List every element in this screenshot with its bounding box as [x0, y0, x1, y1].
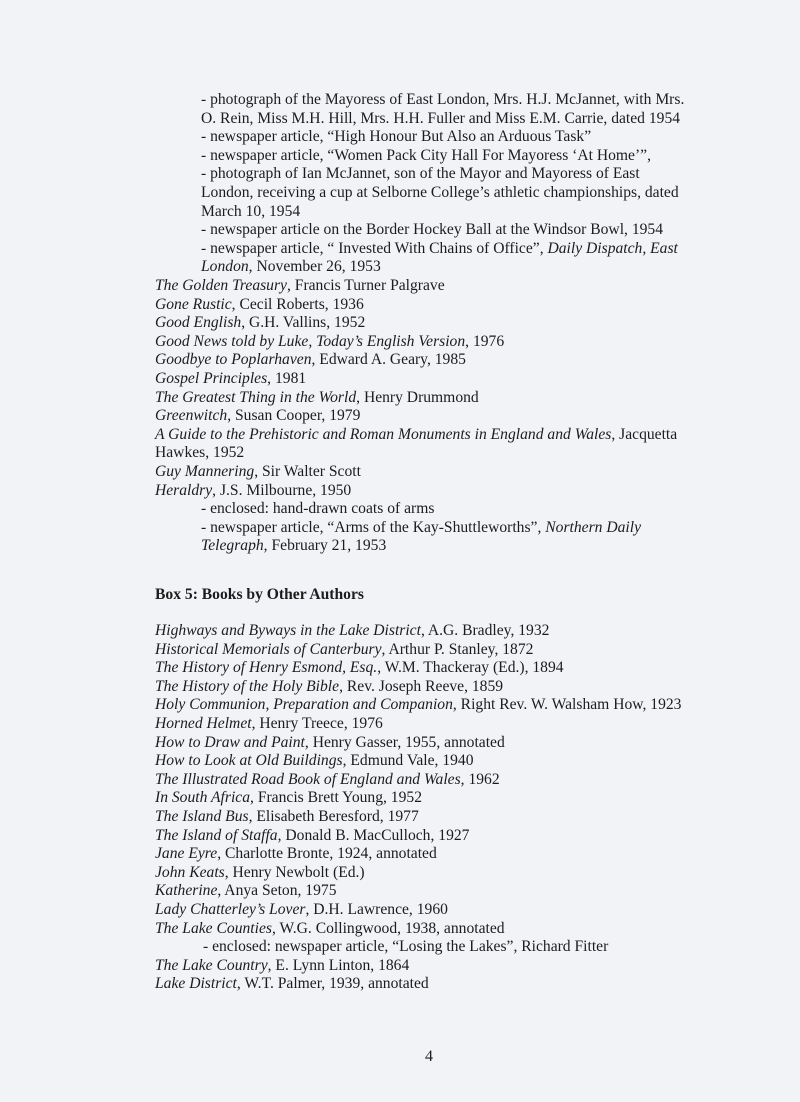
list-item	[201, 221, 663, 239]
entry-details: , Right Rev. W. Walsham How, 1923	[452, 696, 682, 714]
entry-details: , Cecil Roberts, 1936	[231, 295, 364, 313]
list-item	[201, 500, 434, 518]
entry-details: , J.S. Milbourne, 1950	[212, 481, 352, 499]
list-item	[201, 110, 680, 128]
entry-title: Lake District	[155, 975, 237, 993]
entry-details: - enclosed: newspaper article, “Losing the Lakes”, Richard Fitter	[203, 938, 609, 956]
entry-details: , 1981	[267, 370, 307, 387]
entry-details: , Henry Newbolt (Ed.)	[224, 863, 365, 881]
entry-title: John Keats	[155, 863, 225, 881]
entry-details: , Edward A. Geary, 1985	[311, 351, 466, 369]
list-item	[155, 426, 677, 444]
entry-title: The Illustrated Road Book of England and Wales	[155, 770, 461, 788]
entry-title: Gone Rustic	[155, 295, 232, 313]
list-item	[201, 184, 679, 202]
list-item	[155, 389, 479, 407]
list-item	[201, 537, 386, 555]
list-item	[155, 845, 437, 863]
entry-title: Gospel Principles	[155, 370, 268, 387]
entry-details: O. Rein, Miss M.H. Hill, Mrs. H.H. Fuller and Miss E.M. Carrie, dated 1954	[201, 109, 681, 127]
list-item	[155, 622, 549, 640]
list-item	[155, 351, 466, 369]
entry-details: - newspaper article, “High Honour But Also an Arduous Task”	[201, 128, 592, 146]
list-item	[155, 901, 448, 919]
entry-details: , Elisabeth Beresford, 1977	[248, 808, 419, 825]
entry-title: Jane Eyre	[155, 845, 218, 863]
entry-details: , G.H. Vallins, 1952	[241, 314, 366, 332]
entry-title: Historical Memorials of Canterbury	[155, 640, 382, 658]
list-item	[201, 147, 651, 165]
entry-details: - photograph of Ian McJannet, son of the Mayor and Mayoress of East	[201, 165, 640, 183]
list-item	[155, 482, 351, 500]
entry-details: , Henry Treece, 1976	[251, 715, 383, 732]
list-item	[203, 938, 608, 956]
list-item	[155, 715, 383, 733]
entry-title: Good News told by Luke, Today’s English Version	[155, 332, 466, 350]
entry-title: Guy Mannering	[155, 463, 255, 480]
entry-details: , A.G. Bradley, 1932	[420, 622, 550, 639]
entry-title: Katherine	[155, 882, 218, 900]
list-item	[201, 128, 591, 146]
entry-text: - newspaper article, “Arms of the Kay-Shuttleworths”,	[201, 518, 546, 536]
entry-title: The Greatest Thing in the World	[155, 388, 357, 406]
list-item	[155, 641, 533, 659]
entry-details: , Charlotte Bronte, 1924, annotated	[217, 845, 437, 863]
entry-title: Highways and Byways in the Lake District	[155, 622, 421, 639]
entry-details: , February 21, 1953	[263, 537, 387, 555]
entry-details: , W.G. Collingwood, 1938, annotated	[271, 919, 505, 937]
page-number: 4	[425, 1048, 433, 1065]
list-item	[155, 678, 503, 696]
entry-title: Goodbye to Poplarhaven	[155, 351, 312, 369]
entry-details: , Francis Turner Palgrave	[286, 277, 445, 294]
entry-details: , W.M. Thackeray (Ed.), 1894	[377, 659, 564, 677]
entry-details: , Jacquetta	[611, 425, 678, 443]
entry-details: March 10, 1954	[201, 202, 301, 220]
entry-details: , Arthur P. Stanley, 1872	[381, 640, 534, 658]
entry-title: How to Draw and Paint	[155, 733, 305, 751]
entry-details: , Henry Drummond	[356, 388, 479, 406]
entry-details: , Sir Walter Scott	[254, 463, 361, 480]
entry-details: , Anya Seton, 1975	[217, 882, 337, 900]
list-item	[201, 91, 684, 109]
list-item	[155, 752, 474, 770]
entry-details: , W.T. Palmer, 1939, annotated	[236, 975, 429, 993]
entry-title: Telegraph	[201, 537, 264, 555]
entry-title: A Guide to the Prehistoric and Roman Monuments in England and Wales	[155, 425, 612, 443]
entry-details: , E. Lynn Linton, 1864	[267, 956, 410, 974]
list-item	[155, 463, 361, 481]
entry-details: , Susan Cooper, 1979	[227, 407, 361, 425]
entry-title: In South Africa	[155, 789, 251, 807]
entry-title: The Golden Treasury	[155, 277, 287, 294]
entry-details: London, receiving a cup at Selborne College’s athletic championships, dated	[201, 184, 679, 201]
entry-title: How to Look at Old Buildings	[155, 752, 343, 770]
list-item	[155, 827, 469, 845]
list-item	[155, 333, 504, 351]
entry-title: The Lake Country	[155, 956, 268, 974]
entry-title: Daily Dispatch, East	[547, 239, 678, 257]
entry-title: The History of Henry Esmond, Esq.	[155, 659, 378, 677]
entry-title: Holy Communion, Preparation and Companion	[155, 696, 453, 714]
entry-details: , 1962	[460, 770, 500, 788]
entry-details: , Henry Gasser, 1955, annotated	[304, 733, 505, 751]
list-item	[201, 519, 641, 537]
entry-title: The History of the Holy Bible	[155, 677, 340, 695]
list-item	[155, 277, 445, 295]
entry-title: Greenwitch	[155, 407, 228, 425]
entry-details: - photograph of the Mayoress of East London, Mrs. H.J. McJannet, with Mrs.	[201, 91, 685, 108]
entry-details: - newspaper article on the Border Hockey Ball at the Windsor Bowl, 1954	[201, 221, 664, 239]
entry-title: Horned Helmet	[155, 715, 252, 732]
list-item	[201, 203, 300, 221]
entry-title: London	[201, 258, 249, 276]
list-item	[201, 240, 678, 258]
entry-details: - newspaper article, “Women Pack City Hall For Mayoress ‘At Home’”,	[201, 146, 651, 164]
list-item	[155, 920, 505, 938]
list-item	[155, 864, 365, 882]
entry-details: , Francis Brett Young, 1952	[250, 789, 422, 807]
entry-title: The Island of Staffa	[155, 826, 278, 844]
list-item	[155, 882, 337, 900]
list-item	[155, 407, 360, 425]
entry-title: Heraldry	[155, 481, 213, 499]
entry-title: Lady Chatterley’s Lover	[155, 901, 306, 918]
list-item	[155, 771, 500, 789]
list-item	[155, 975, 429, 993]
list-item	[155, 696, 681, 714]
list-item	[155, 314, 365, 332]
list-item	[155, 734, 505, 752]
list-item	[201, 165, 640, 183]
entry-details: , November 26, 1953	[248, 258, 381, 276]
list-item	[155, 789, 422, 807]
entry-details: - enclosed: hand-drawn coats of arms	[201, 500, 435, 518]
entry-title: Northern Daily	[545, 518, 641, 536]
entry-details: , Donald B. MacCulloch, 1927	[277, 826, 470, 844]
list-item	[155, 659, 564, 677]
list-item	[155, 370, 306, 388]
entry-title: The Lake Counties	[155, 919, 272, 937]
list-item	[155, 296, 364, 314]
entry-details: , Rev. Joseph Reeve, 1859	[339, 677, 504, 695]
list-item	[155, 444, 244, 462]
list-item	[155, 808, 419, 826]
entry-details: Hawkes, 1952	[155, 444, 245, 462]
list-item	[201, 258, 381, 276]
list-item	[155, 957, 409, 975]
entry-title: Good English	[155, 314, 242, 332]
entry-title: The Island Bus	[155, 808, 249, 825]
entry-text: - newspaper article, “ Invested With Chains of Office”,	[201, 239, 548, 257]
section-heading: Box 5: Books by Other Authors	[155, 586, 364, 603]
entry-details: , 1976	[465, 332, 505, 350]
entry-details: , D.H. Lawrence, 1960	[305, 901, 448, 918]
entry-details: , Edmund Vale, 1940	[342, 752, 474, 770]
